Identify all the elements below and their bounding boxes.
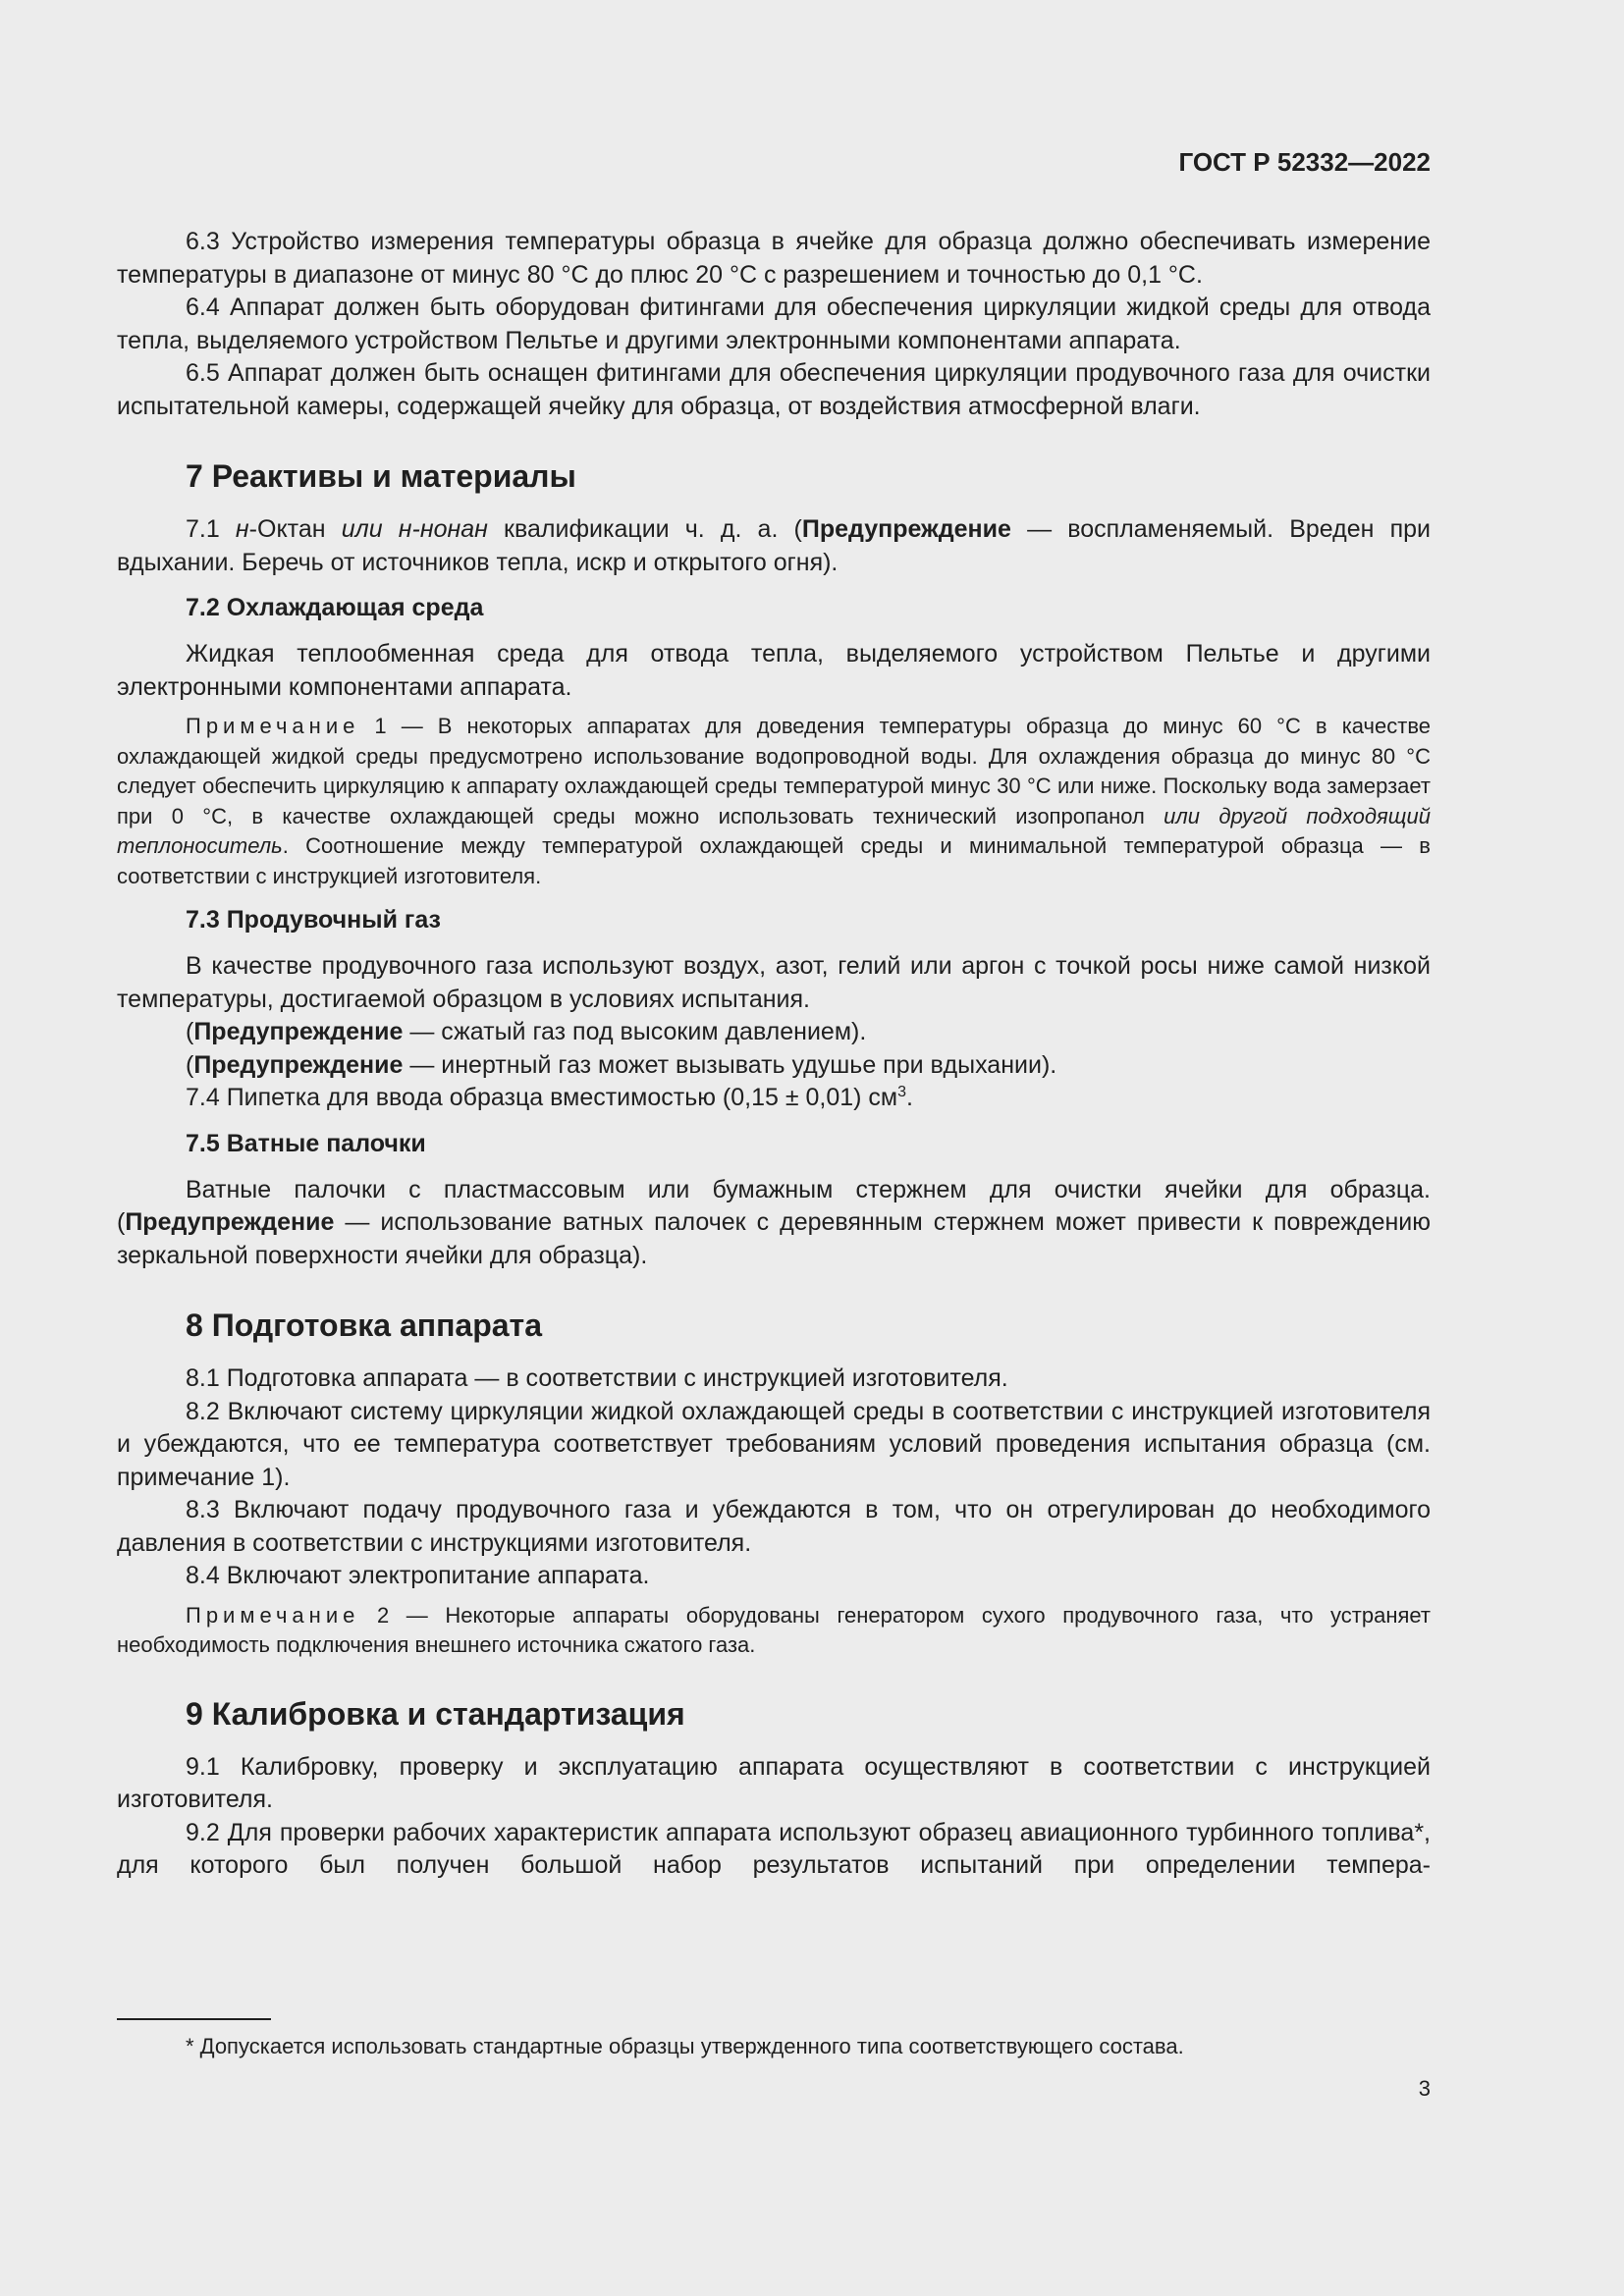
w2-warning-label: Предупреждение xyxy=(193,1050,404,1079)
note-1-text-1: 1 — В некоторых аппаратах для доведения температуры образца до минус 60 °C в качестве охлаждающей жидкой среды предусмотрено использование водопроводной воды. Для охлаждения образца до минус 80 °C следует обеспечить циркуляцию к аппарату охлаждающей среды температурой минус 30 °C или ниже. Поскольку вода замерзает при 0 °C, в качестве охлаждающей среды можно использовать технический изопропанол xyxy=(117,714,1431,828)
section-7-heading: 7 Реактивы и материалы xyxy=(186,458,576,494)
w1-warning-label: Предупреждение xyxy=(193,1018,404,1045)
paragraph-7-4 xyxy=(117,1082,1431,1115)
warning-compressed-gas xyxy=(117,1016,1431,1049)
paragraph-9-2: 9.2 Для проверки рабочих характеристик аппарата используют образец авиационного турбинного топлива*, для которого был получен большой набор результатов испытаний при определении темпера- xyxy=(117,1818,1431,1879)
w1-open: ( xyxy=(186,1018,194,1045)
paragraph-8-3: 8.3 Включают подачу продувочного газа и убеждаются в том, что он отрегулирован до необходимого давления в соответствии с инструкциями изготовителя. xyxy=(117,1496,1431,1557)
paragraph-7-3: В качестве продувочного газа используют воздух, азот, гелий или аргон с точкой росы ниже самой низкой температуры, достигаемой образцом в условиях испытания. xyxy=(117,952,1431,1013)
w2-text: — инертный газ может вызывать удушье при вдыхании). xyxy=(403,1050,1057,1079)
p71-italic-nonane: или н-нонан xyxy=(341,515,488,543)
note-1-label: Примечание xyxy=(186,714,360,738)
paragraph-9-1: 9.1 Калибровку, проверку и эксплуатацию аппарата осуществляют в соответствии с инструкцией изготовителя. xyxy=(117,1752,1431,1813)
p75-text-1: Ватные палочки с пластмассовым или бумажным стержнем для очистки ячейки для образца. ( xyxy=(117,1175,1431,1236)
paragraph-8-1: 8.1 Подготовка аппарата — в соответствии с инструкцией изготовителя. xyxy=(186,1364,1008,1392)
page-number: 3 xyxy=(1418,2076,1431,2101)
p71-text-1: -Октан xyxy=(248,515,342,543)
note-2 xyxy=(117,1601,1431,1661)
p74-superscript: 3 xyxy=(897,1084,907,1100)
warning-inert-gas xyxy=(117,1049,1431,1083)
footnote: * Допускается использовать стандартные образцы утвержденного типа соответствующего состава. xyxy=(186,2034,1184,2058)
footnote-separator xyxy=(117,2018,271,2020)
p71-number: 7.1 xyxy=(186,515,236,543)
note-2-label: Примечание xyxy=(186,1602,360,1628)
p71-text-2: квалификации ч. д. а. ( xyxy=(487,515,802,543)
subsection-7-3-heading: 7.3 Продувочный газ xyxy=(186,906,441,934)
paragraph-8-4: 8.4 Включают электропитание аппарата. xyxy=(186,1562,650,1589)
p75-text-2: — использование ватных палочек с деревянным стержнем может привести к повреждению зеркальной поверхности ячейки для образца). xyxy=(117,1208,1431,1269)
subsection-7-2-heading: 7.2 Охлаждающая среда xyxy=(186,594,484,621)
w2-open: ( xyxy=(186,1050,194,1079)
document-body xyxy=(117,0,1431,1883)
paragraph-6-3: 6.3 Устройство измерения температуры образца в ячейке для образца должно обеспечивать измерение температуры в диапазоне от минус 80 °C до плюс 20 °C с разрешением и точностью до 0,1 °C. xyxy=(117,228,1431,289)
p75-warning-label: Предупреждение xyxy=(125,1208,335,1236)
p71-warning-label: Предупреждение xyxy=(801,515,1011,543)
note-1-text-2: . Соотношение между температурой охлаждающей среды и минимальной температурой образца — в соответствии с инструкцией изготовителя. xyxy=(117,833,1431,888)
p74-end: . xyxy=(906,1084,913,1111)
p71-text-3: — воспламеняемый. Вреден при вдыхании. Беречь от источников тепла, искр и открытого огня). xyxy=(117,515,1431,576)
section-9-heading: 9 Калибровка и стандартизация xyxy=(186,1695,685,1732)
note-2-text: 2 — Некоторые аппараты оборудованы генератором сухого продувочного газа, что устраняет необходимость подключения внешнего источника сжатого газа. xyxy=(117,1602,1431,1657)
note-1 xyxy=(117,712,1431,891)
w1-text: — сжатый газ под высоким давлением). xyxy=(403,1018,867,1045)
paragraph-7-5 xyxy=(117,1174,1431,1273)
paragraph-6-4: 6.4 Аппарат должен быть оборудован фитингами для обеспечения циркуляции жидкой среды для отвода тепла, выделяемого устройством Пельтье и другими электронными компонентами аппарата. xyxy=(117,294,1431,354)
paragraph-6-5: 6.5 Аппарат должен быть оснащен фитингами для обеспечения циркуляции продувочного газа для очистки испытательной камеры, содержащей ячейку для образца, от воздействия атмосферной влаги. xyxy=(117,359,1431,420)
document-header-id: ГОСТ Р 52332—2022 xyxy=(1178,147,1431,177)
paragraph-7-2: Жидкая теплообменная среда для отвода тепла, выделяемого устройством Пельтье и другими электронными компонентами аппарата. xyxy=(117,640,1431,701)
paragraph-7-1 xyxy=(117,513,1431,579)
note-1-italic: или другой подходящий теплоноситель xyxy=(117,803,1432,858)
paragraph-8-2: 8.2 Включают систему циркуляции жидкой охлаждающей среды в соответствии с инструкцией изготовителя и убеждаются, что ее температура соответствует требованиям условий проведения испытания образца (см. примечание 1). xyxy=(117,1397,1431,1491)
subsection-7-5-heading: 7.5 Ватные палочки xyxy=(186,1129,426,1157)
p74-text: 7.4 Пипетка для ввода образца вместимостью (0,15 ± 0,01) см xyxy=(186,1084,898,1111)
p71-italic-n: н xyxy=(235,515,249,543)
section-8-heading: 8 Подготовка аппарата xyxy=(186,1308,543,1343)
